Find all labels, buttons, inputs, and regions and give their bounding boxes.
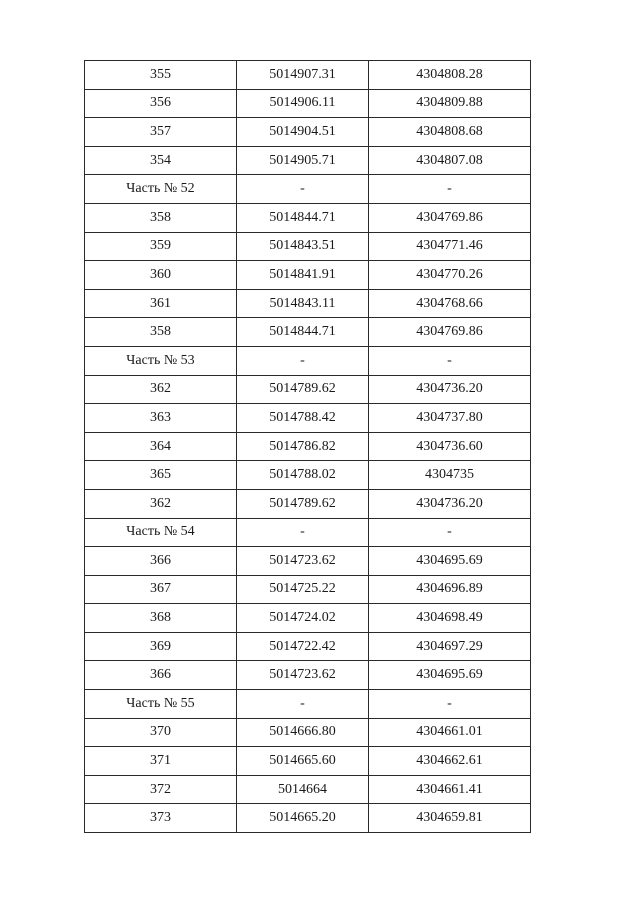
point-number-cell: 363 <box>85 404 237 433</box>
point-number-cell: 364 <box>85 432 237 461</box>
table-row <box>85 203 531 232</box>
x-coordinate-cell: 5014905.71 <box>237 146 369 175</box>
point-number-cell: 362 <box>85 489 237 518</box>
table-row <box>85 261 531 290</box>
y-coordinate-cell: 4304695.69 <box>369 661 531 690</box>
point-number-cell: 359 <box>85 232 237 261</box>
y-coordinate-cell: 4304696.89 <box>369 575 531 604</box>
x-coordinate-cell: 5014841.91 <box>237 261 369 290</box>
y-coordinate-cell: - <box>369 175 531 204</box>
point-number-cell: 373 <box>85 804 237 833</box>
table-row <box>85 432 531 461</box>
table-row <box>85 632 531 661</box>
section-header-row <box>85 175 531 204</box>
y-coordinate-cell: 4304697.29 <box>369 632 531 661</box>
point-number-cell: 360 <box>85 261 237 290</box>
x-coordinate-cell: 5014789.62 <box>237 489 369 518</box>
table-row <box>85 146 531 175</box>
y-coordinate-cell: 4304735 <box>369 461 531 490</box>
y-coordinate-cell: - <box>369 346 531 375</box>
y-coordinate-cell: 4304736.20 <box>369 489 531 518</box>
table-row <box>85 375 531 404</box>
x-coordinate-cell: 5014904.51 <box>237 118 369 147</box>
x-coordinate-cell: 5014786.82 <box>237 432 369 461</box>
x-coordinate-cell: 5014844.71 <box>237 203 369 232</box>
y-coordinate-cell: 4304736.60 <box>369 432 531 461</box>
table-row <box>85 461 531 490</box>
table-row <box>85 604 531 633</box>
x-coordinate-cell: - <box>237 175 369 204</box>
table-row <box>85 289 531 318</box>
x-coordinate-cell: 5014723.62 <box>237 547 369 576</box>
coordinates-table <box>84 60 531 833</box>
x-coordinate-cell: 5014664 <box>237 775 369 804</box>
section-header-row <box>85 518 531 547</box>
x-coordinate-cell: 5014789.62 <box>237 375 369 404</box>
x-coordinate-cell: 5014844.71 <box>237 318 369 347</box>
y-coordinate-cell: 4304769.86 <box>369 203 531 232</box>
point-number-cell: 362 <box>85 375 237 404</box>
table-row <box>85 61 531 90</box>
point-number-cell: 370 <box>85 718 237 747</box>
y-coordinate-cell: 4304737.80 <box>369 404 531 433</box>
point-number-cell: 367 <box>85 575 237 604</box>
table-row <box>85 775 531 804</box>
point-number-cell: 361 <box>85 289 237 318</box>
coordinates-table-body <box>85 61 531 833</box>
y-coordinate-cell: - <box>369 690 531 719</box>
table-row <box>85 489 531 518</box>
y-coordinate-cell: 4304771.46 <box>369 232 531 261</box>
x-coordinate-cell: - <box>237 346 369 375</box>
y-coordinate-cell: 4304695.69 <box>369 547 531 576</box>
point-number-cell: 358 <box>85 203 237 232</box>
point-number-cell: 356 <box>85 89 237 118</box>
table-row <box>85 804 531 833</box>
point-number-cell: 354 <box>85 146 237 175</box>
table-row <box>85 232 531 261</box>
x-coordinate-cell: 5014788.02 <box>237 461 369 490</box>
point-number-cell: 366 <box>85 661 237 690</box>
y-coordinate-cell: 4304661.41 <box>369 775 531 804</box>
table-row <box>85 718 531 747</box>
y-coordinate-cell: 4304768.66 <box>369 289 531 318</box>
y-coordinate-cell: 4304736.20 <box>369 375 531 404</box>
point-number-cell: 366 <box>85 547 237 576</box>
x-coordinate-cell: 5014723.62 <box>237 661 369 690</box>
y-coordinate-cell: 4304769.86 <box>369 318 531 347</box>
y-coordinate-cell: - <box>369 518 531 547</box>
x-coordinate-cell: 5014907.31 <box>237 61 369 90</box>
x-coordinate-cell: 5014843.11 <box>237 289 369 318</box>
table-row <box>85 118 531 147</box>
x-coordinate-cell: 5014665.20 <box>237 804 369 833</box>
y-coordinate-cell: 4304661.01 <box>369 718 531 747</box>
x-coordinate-cell: 5014665.60 <box>237 747 369 776</box>
y-coordinate-cell: 4304809.88 <box>369 89 531 118</box>
point-number-cell: 371 <box>85 747 237 776</box>
section-header-row <box>85 690 531 719</box>
y-coordinate-cell: 4304659.81 <box>369 804 531 833</box>
point-number-cell: 369 <box>85 632 237 661</box>
y-coordinate-cell: 4304770.26 <box>369 261 531 290</box>
x-coordinate-cell: 5014906.11 <box>237 89 369 118</box>
table-row <box>85 575 531 604</box>
table-row <box>85 661 531 690</box>
table-row <box>85 547 531 576</box>
x-coordinate-cell: 5014788.42 <box>237 404 369 433</box>
y-coordinate-cell: 4304808.28 <box>369 61 531 90</box>
x-coordinate-cell: - <box>237 518 369 547</box>
x-coordinate-cell: 5014666.80 <box>237 718 369 747</box>
section-label-cell: Часть № 54 <box>85 518 237 547</box>
point-number-cell: 365 <box>85 461 237 490</box>
point-number-cell: 357 <box>85 118 237 147</box>
x-coordinate-cell: - <box>237 690 369 719</box>
point-number-cell: 372 <box>85 775 237 804</box>
table-row <box>85 89 531 118</box>
point-number-cell: 355 <box>85 61 237 90</box>
y-coordinate-cell: 4304807.08 <box>369 146 531 175</box>
x-coordinate-cell: 5014843.51 <box>237 232 369 261</box>
y-coordinate-cell: 4304698.49 <box>369 604 531 633</box>
section-label-cell: Часть № 55 <box>85 690 237 719</box>
x-coordinate-cell: 5014725.22 <box>237 575 369 604</box>
section-header-row <box>85 346 531 375</box>
x-coordinate-cell: 5014722.42 <box>237 632 369 661</box>
point-number-cell: 358 <box>85 318 237 347</box>
table-row <box>85 318 531 347</box>
point-number-cell: 368 <box>85 604 237 633</box>
section-label-cell: Часть № 52 <box>85 175 237 204</box>
section-label-cell: Часть № 53 <box>85 346 237 375</box>
y-coordinate-cell: 4304662.61 <box>369 747 531 776</box>
y-coordinate-cell: 4304808.68 <box>369 118 531 147</box>
table-row <box>85 404 531 433</box>
table-row <box>85 747 531 776</box>
x-coordinate-cell: 5014724.02 <box>237 604 369 633</box>
